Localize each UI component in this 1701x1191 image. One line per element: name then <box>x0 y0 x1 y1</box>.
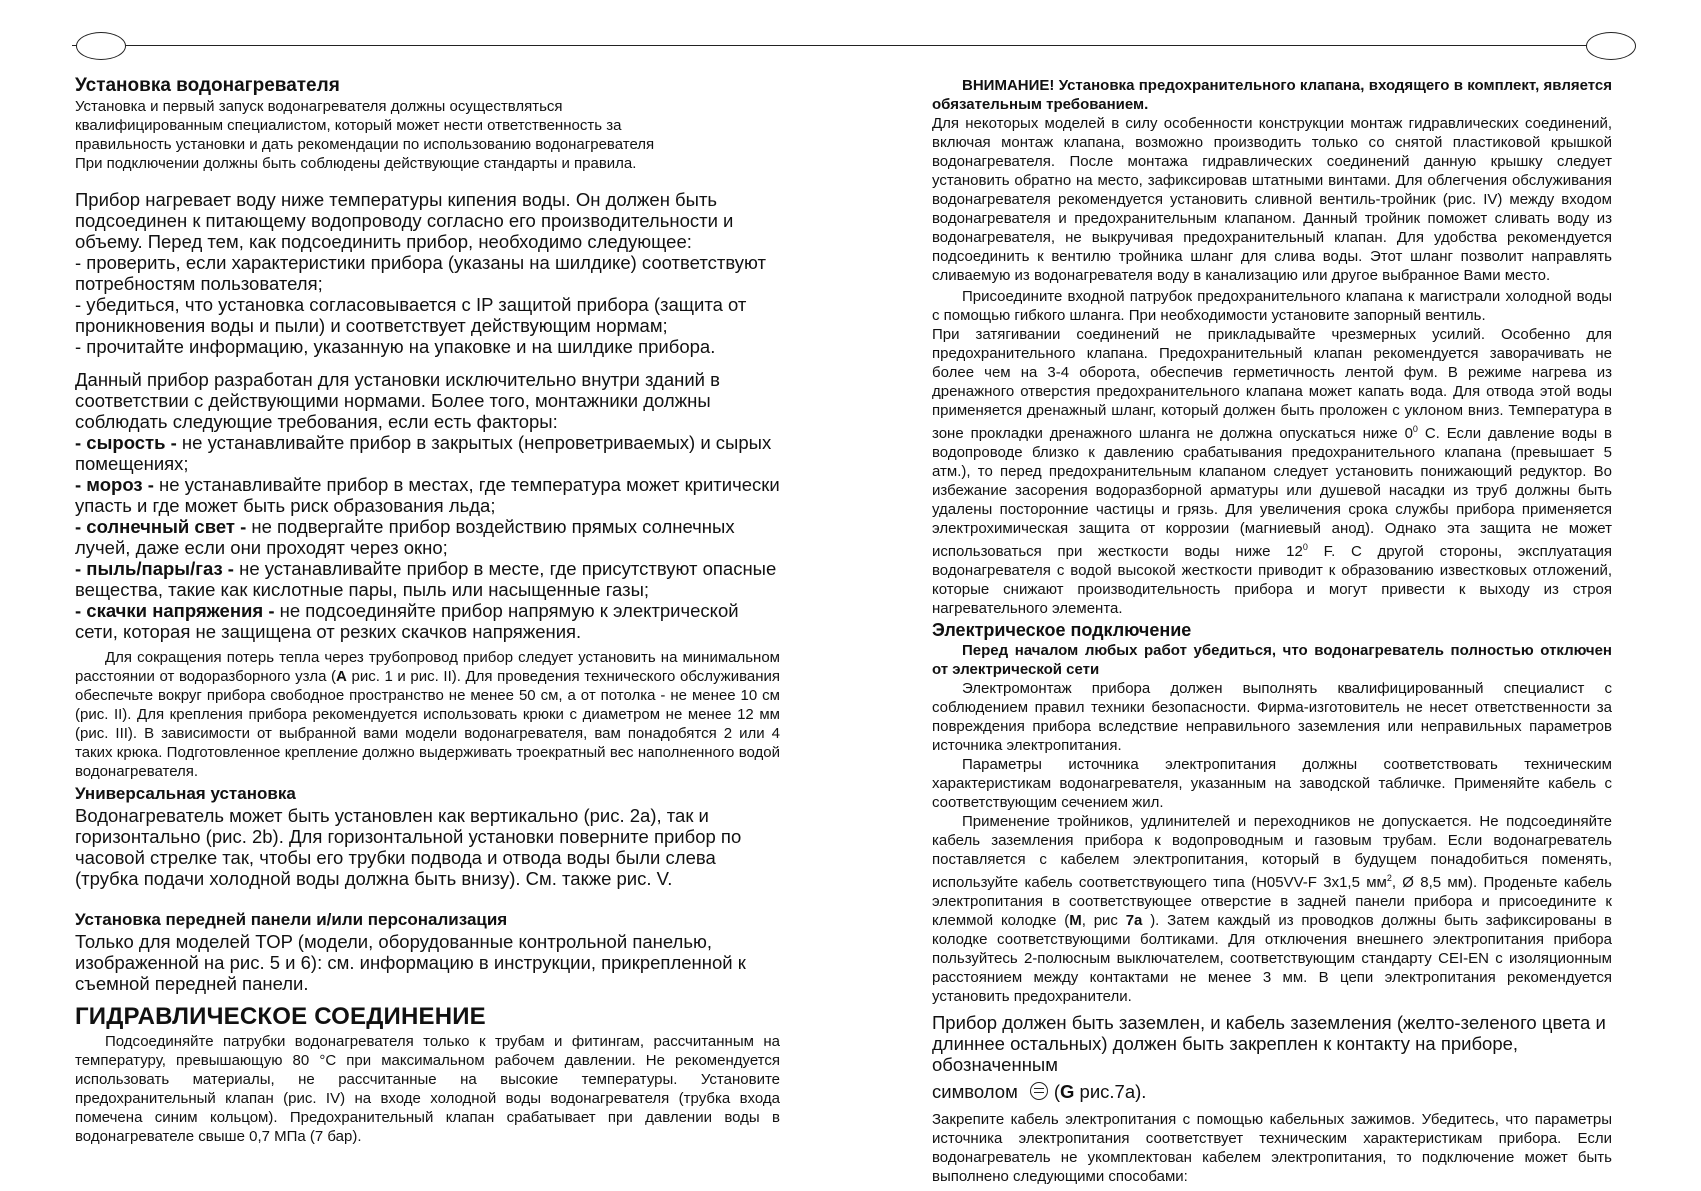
factor-text: не устанавливайте прибор в закрытых (непроветриваемых) и сырых помещениях; <box>75 432 772 474</box>
cable-ref-m: M <box>1069 912 1082 929</box>
page-corner-oval-right <box>1586 32 1636 60</box>
install-intro-line: Установка и первый запуск водонагревателя должны осуществляться <box>75 98 563 115</box>
factor-item <box>75 474 780 516</box>
paragraph-indoor: Данный прибор разработан для установки исключительно внутри зданий в соответствии с действующими нормами. Более того, монтажники должны соблюдать следующие требования, если есть факторы: <box>75 369 720 432</box>
factor-term: - пыль/пары/газ - <box>75 558 234 579</box>
factor-term: - солнечный свет - <box>75 516 247 537</box>
tightening-text: F. С другой стороны, эксплуатация водонагревателя с водой высокой жесткости приводит к образованию известковых отложений, которые снижают производительность прибора и могут привести к выходу из строя нагревательного элемента. <box>932 543 1612 617</box>
heading-universal: Универсальная установка <box>75 784 296 803</box>
paragraph-heat-loss <box>75 648 780 781</box>
cable-sup: 2 <box>1386 873 1392 883</box>
paragraph-hydraulic: Подсоединяйте патрубки водонагревателя только к трубам и фитингам, рассчитанным на температуру, превышающую 80 °C при максимальном рабочем давлении. Не рекомендуется использовать материалы, не рассчитанные на высокие температуры. Установите предохранительный клапан (рис. IV) на входе холодной воды водонагревателя (трубка входа помечена синим кольцом). Предохранительный клапан срабатывает при давлении воды в водонагревателе свыше 0,7 МПа (7 бар). <box>75 1033 780 1145</box>
requirement-item: - прочитайте информацию, указанную на упаковке и на шилдике прибора. <box>75 336 716 357</box>
grounding-text: рис.7а). <box>1074 1081 1147 1102</box>
install-intro-line: правильность установки и дать рекомендации по использованию водонагревателя <box>75 136 655 153</box>
factor-text: не устанавливайте прибор в месте, где присутствуют опасные вещества, такие как кислотные пары, пыль или насыщенные газы; <box>75 558 777 600</box>
paragraph-universal: Водонагреватель может быть установлен как вертикально (рис. 2а), так и горизонтально (рис. 2b). Для горизонтальной установки поверните прибор по часовой стрелке так, чтобы его трубки подвода и отвода воды были слева (трубка подачи холодной воды должна быть внизу). См. также рис. V. <box>75 805 742 889</box>
cable-text: , рис <box>1081 912 1126 929</box>
right-column <box>932 76 1612 1186</box>
degree-mark: 0 <box>1302 542 1308 552</box>
heat-loss-text: рис. 1 и рис. II). Для проведения технического обслуживания обеспечьте вокруг прибора свободное пространство не менее 50 см, а от потолка - не менее 10 см (рис. II). Для крепления прибора рекомендуется использовать крюки с диаметром не менее 12 мм (рис. III). В зависимости от выбранной вами модели водонагревателя, вам понадобятся 2 или 4 таких крюка. Подготовленное крепление должно выдерживать троекратный вес наполненного водой водонагревателя. <box>75 668 781 780</box>
paragraph-electrician: Электромонтаж прибора должен выполнять квалифицированный специалист с соблюдением правил техники безопасности. Фирма-изготовитель не несет ответственности за повреждения прибора вследствие неправильного заземления или неправильных параметров источника электропитания. <box>932 680 1612 754</box>
factor-text: не подсоединяйте прибор напрямую к электрической сети, которая не защищена от резких скачков напряжения. <box>75 600 739 642</box>
cable-text: Применение тройников, удлинителей и переходников не допускается. Не подсоединяйте кабель заземления прибора к водопроводным и газовым трубам. Если водонагреватель поставляется с кабелем электропитания, который в будущем понадобиться поменять, используйте кабель соответствующего типа (H05VV-F 3x1,5 мм <box>932 813 1612 891</box>
left-column <box>75 75 780 1146</box>
factor-term: - скачки напряжения - <box>75 600 275 621</box>
ground-ref-g: G <box>1060 1081 1075 1102</box>
attention-note: ВНИМАНИЕ! Установка предохранительного клапана, входящего в комплект, является обязательным требованием. <box>932 77 1612 113</box>
tightening-text: С. Если давление воды в водопроводе близко к давлению срабатывания предохранительного клапана (превышает 5 атм.), то перед предохранительным клапаном следует установить понижающий редуктор. Во избежание засорения водоразборной арматуры или душевой насадки из труб должны быть удалены посторонние частицы и грязь. Для увеличения срока службы прибора применяется электрохимическая защита от коррозии (магниевый анод). Однако эта защита не может использоваться при жесткости воды ниже 12 <box>932 425 1612 560</box>
factor-item <box>75 516 780 558</box>
degree-mark: 0 <box>1412 424 1418 434</box>
top-rule <box>72 45 1612 46</box>
page-corner-oval-left <box>76 32 126 60</box>
paragraph-cable <box>932 812 1612 1006</box>
factor-term: - сырость - <box>75 432 177 453</box>
paragraph-tightening <box>932 325 1612 618</box>
heading-panel: Установка передней панели и/или персонализация <box>75 910 508 929</box>
heat-loss-text: Для сокращения потерь тепла через трубопровод прибор следует установить на минимальном расстоянии от водоразборного узла ( <box>75 649 780 685</box>
cable-text: ). Затем каждый из проводков должны быть зафиксированы в колодке соответствующими болтиками. Для отключения внешнего электропитания прибора пользуйтесь 2-полюсным выключателем, соответствующим стандарту CEI-EN с изоляционным расстоянием между контактами не менее 3 мм. В цепи электропитания рекомендуется установить предохранители. <box>932 912 1612 1005</box>
paragraph-cable-clamps: Закрепите кабель электропитания с помощью кабельных зажимов. Убедитесь, что параметры источника электропитания соответствует техническим характеристикам прибора. Если водонагреватель не укомплектован кабелем электропитания, то подключение может быть выполнено следующими способами: <box>932 1111 1612 1185</box>
factor-term: - мороз - <box>75 474 154 495</box>
factor-text: не подвергайте прибор воздействию прямых солнечных лучей, даже если они проходят через окно; <box>75 516 735 558</box>
paragraph-panel: Только для моделей TOP (модели, оборудованные контрольной панелью, изображенной на рис. 5 и 6): см. информацию в инструкции, прикрепленной к съемной передней панели. <box>75 931 746 994</box>
install-intro-line: квалифицированным специалистом, который может нести ответственность за <box>75 117 622 134</box>
cable-ref-fig: 7а <box>1125 912 1143 929</box>
paragraph-connect-inlet: Присоедините входной патрубок предохранительного клапана к магистрали холодной воды с помощью гибкого шланга. При необходимости установите запорный вентиль. <box>932 288 1612 324</box>
install-intro-line: При подключении должны быть соблюдены действующие стандарты и правила. <box>75 155 637 172</box>
paragraph-grounding: Прибор должен быть заземлен, и кабель заземления (желто-зеленого цвета и длиннее остальных) должен быть закреплен к контакту на приборе, обозначенным <box>932 1012 1606 1075</box>
factor-item <box>75 558 780 600</box>
electric-warning: Перед началом любых работ убедиться, что водонагреватель полностью отключен от электрической сети <box>932 642 1612 678</box>
paragraph-boiling: Прибор нагревает воду ниже температуры кипения воды. Он должен быть подсоединен к питающему водопроводу согласно его производительности и объему. Перед тем, как подсоединить прибор, необходимо следующее: <box>75 189 734 252</box>
grounding-symbol-line: символом (G рис.7а). <box>932 1081 1147 1102</box>
grounding-symbol-word: символом <box>932 1081 1018 1102</box>
requirement-item: - убедиться, что установка согласовывается с IP защитой прибора (защита от проникновения воды и пыли) и соответствует действующим нормам; <box>75 294 747 336</box>
factor-item <box>75 600 780 642</box>
heat-loss-ref-a: A <box>336 668 347 685</box>
heading-hydraulic: ГИДРАВЛИЧЕСКОЕ СОЕДИНЕНИЕ <box>75 1003 486 1030</box>
heading-install: Установка водонагревателя <box>75 75 340 96</box>
paragraph-models: Для некоторых моделей в силу особенности конструкции монтаж гидравлических соединений, включая монтаж клапана, возможно производить только со снятой пластиковой крышкой водонагревателя. После монтажа гидравлических соединений данную крышку следует установить обратно на место, зафиксировав штатными винтами. Для облегчения обслуживания водонагревателя рекомендуется установить сливной вентиль-тройник (рис. IV) между входом водонагревателя и предохранительным клапаном. Данный тройник поможет сливать воду из водонагревателя, не выкручивая предохранительный клапан. Для удобства рекомендуется подсоединить к вентилю тройника шланг для слива воды. Этот шланг позволит направлять сливаемую из водонагревателя воду в канализацию или другое выбранное Вами место. <box>932 115 1612 284</box>
paragraph-power-params: Параметры источника электропитания должны соответствовать техническим характеристикам водонагревателя, указанным на заводской табличке. Применяйте кабель с соответствующим сечением жил. <box>932 756 1612 811</box>
heading-electric: Электрическое подключение <box>932 620 1192 640</box>
cable-text: , Ø 8,5 мм). Проденьте кабель электропитания в соответствующее отверстие в задней панели прибора и присоедините к клеммой колодке ( <box>932 874 1612 929</box>
requirement-item: - проверить, если характеристики прибора (указаны на шилдике) соответствуют потребностям пользователя; <box>75 252 766 294</box>
ground-symbol-icon <box>1030 1082 1048 1100</box>
factor-item <box>75 432 780 474</box>
factor-text: не устанавливайте прибор в местах, где температура может критически упасть и где может быть риск образования льда; <box>75 474 780 516</box>
tightening-text: При затягивании соединений не прикладывайте чрезмерных усилий. Особенно для предохранительного клапана. Предохранительный клапан рекомендуется заворачивать не более чем на 3-4 оборота, обеспечив герметичность лентой фум. В режиме нагрева из дренажного отверстия предохранительного клапана может капать вода. Для отвода этой воды применяется дренажный шланг, который должен быть проложен с уклоном вниз. Температура в зоне прокладки дренажного шланга не должна опускаться ниже 0 <box>932 326 1612 442</box>
